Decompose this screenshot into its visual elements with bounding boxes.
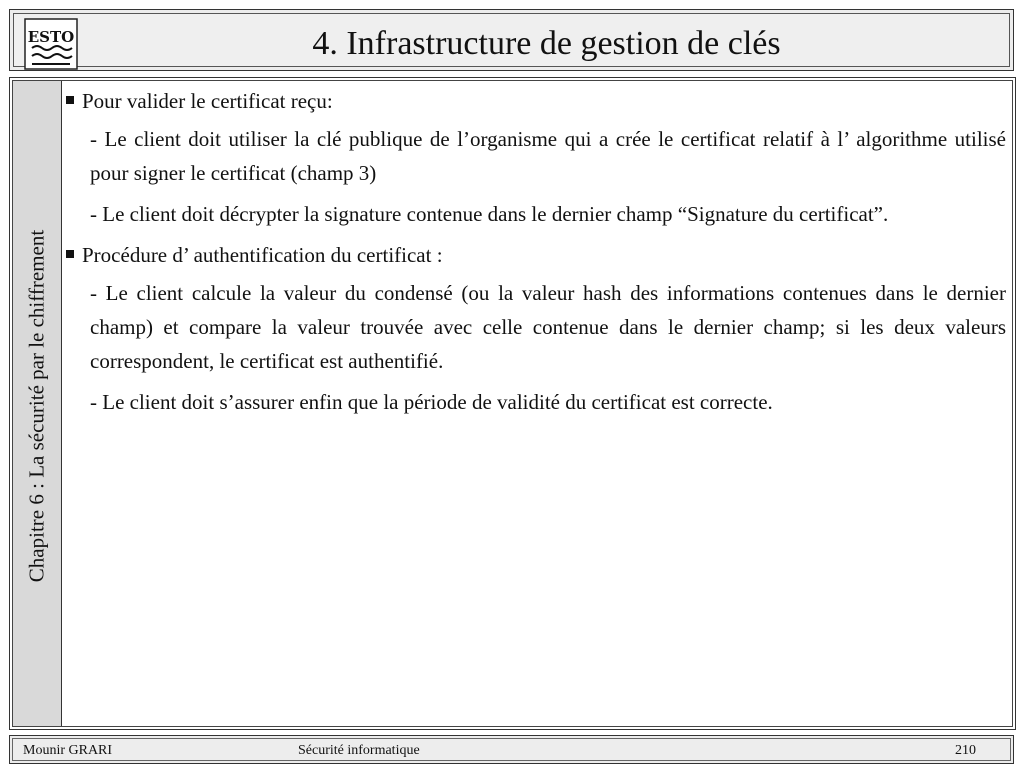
paragraph: - Le client doit décrypter la signature contenue dans le dernier champ “Signature du certificat”. — [90, 202, 889, 226]
square-bullet-icon — [66, 96, 74, 104]
title-bar — [9, 9, 1014, 71]
bullet-text: Procédure d’ authentification du certificat : — [82, 243, 443, 267]
bullet-item — [64, 238, 1006, 272]
footer-bar — [9, 735, 1014, 764]
bullet-item — [64, 84, 1006, 118]
chapter-label: Chapitre 6 : La sécurité par le chiffrement — [24, 229, 49, 583]
footer-author: Mounir GRARI — [23, 743, 113, 758]
footer-course: Sécurité informatique — [298, 743, 420, 758]
paragraph: - Le client doit utiliser la clé publique de l’organisme qui a crée le certificat relatif à l’ algorithme utilisé pour signer le certificat (champ 3) — [90, 127, 1006, 185]
page-number: 210 — [955, 743, 976, 758]
square-bullet-icon — [66, 250, 74, 258]
paragraph: - Le client calcule la valeur du condensé (ou la valeur hash des informations contenues dans le dernier champ) et compare la valeur trouvée avec celle contenue dans le dernier champ; si les deux valeurs correspondent, le certificat est authentifié. — [90, 281, 1006, 373]
chapter-sidebar — [13, 81, 62, 726]
paragraph: - Le client doit s’assurer enfin que la période de validité du certificat est correcte. — [90, 390, 773, 414]
bullet-text: Pour valider le certificat reçu: — [82, 89, 333, 113]
slide-body — [64, 84, 1006, 426]
page-title: 4. Infrastructure de gestion de clés — [312, 25, 781, 62]
logo-text: ESTO — [27, 28, 75, 46]
esto-logo-icon — [24, 18, 78, 70]
footer-inner-frame — [12, 738, 1011, 761]
